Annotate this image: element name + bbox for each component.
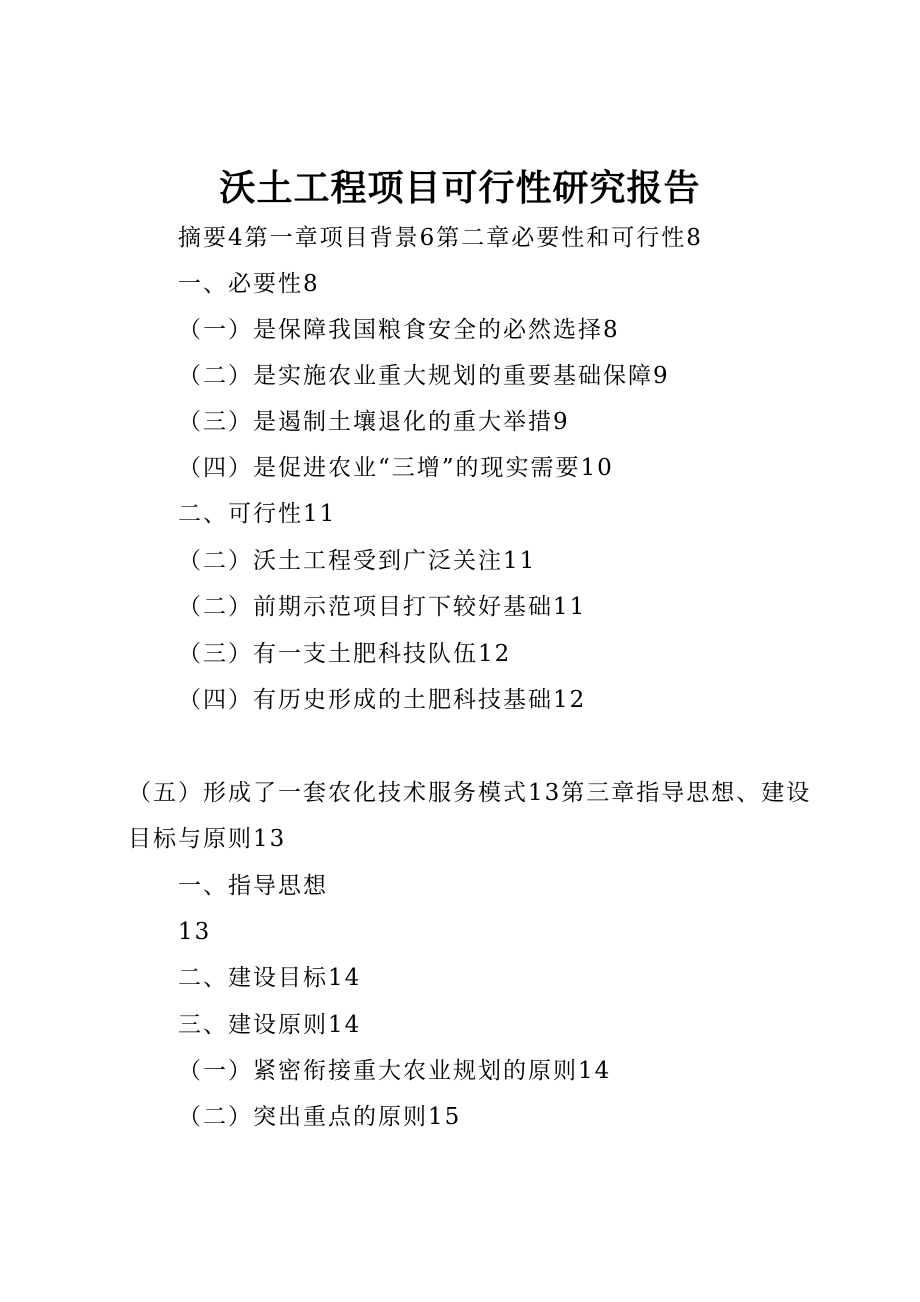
toc-line: 二、建设目标14 [178, 965, 362, 991]
toc-line: （五）形成了一套农化技术服务模式13第三章指导思想、建设 [128, 780, 812, 806]
toc-line: （三）有一支土肥科技队伍12 [178, 641, 512, 667]
toc-line: （三）是遏制土壤退化的重大举措9 [178, 409, 570, 435]
toc-line: （四）是促进农业“三增”的现实需要10 [178, 455, 614, 481]
toc-line: （二）突出重点的原则15 [178, 1104, 462, 1130]
toc-line: 一、必要性8 [178, 271, 320, 297]
toc-line: （二）是实施农业重大规划的重要基础保障9 [178, 363, 670, 389]
toc-line: （二）前期示范项目打下较好基础11 [178, 594, 587, 620]
toc-line: 一、指导思想 [178, 873, 328, 899]
toc-line: （一）是保障我国粮食安全的必然选择8 [178, 317, 620, 343]
toc-line: 目标与原则13 [128, 826, 287, 852]
toc-line: 三、建设原则14 [178, 1012, 362, 1038]
toc-line: 二、可行性11 [178, 501, 337, 527]
toc-line-page-number: 13 [178, 919, 212, 945]
toc-line-summary: 摘要4第一章项目背景6第二章必要性和可行性8 [178, 225, 703, 251]
toc-line: （四）有历史形成的土肥科技基础12 [178, 687, 587, 713]
toc-line: （一）紧密衔接重大农业规划的原则14 [178, 1058, 612, 1084]
toc-line: （二）沃土工程受到广泛关注11 [178, 548, 537, 574]
document-title: 沃土工程项目可行性研究报告 [219, 167, 701, 209]
